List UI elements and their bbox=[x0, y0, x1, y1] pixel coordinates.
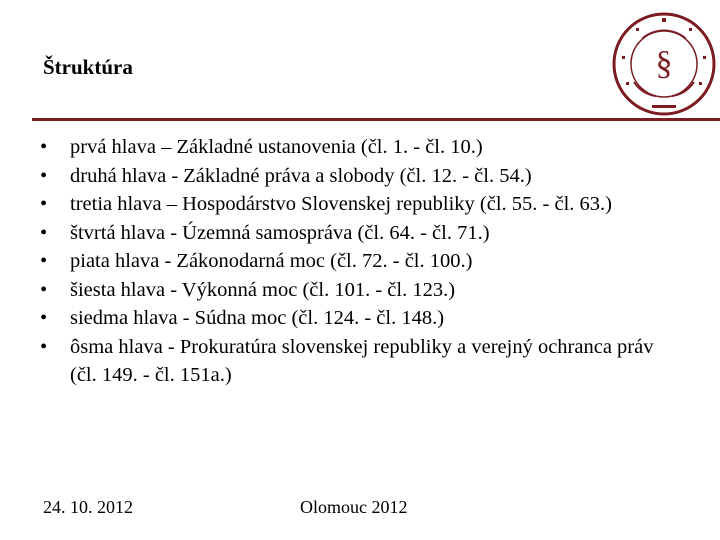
list-item-text: prvá hlava – Základné ustanovenia (čl. 1. - čl. 10.) bbox=[70, 136, 483, 158]
list-item-text: ôsma hlava - Prokuratúra slovenskej republiky a verejný ochranca práv (čl. 149. - čl. 151a.) bbox=[70, 335, 654, 386]
title-divider bbox=[32, 118, 720, 121]
bullet-icon: • bbox=[40, 164, 48, 187]
svg-text:§: § bbox=[655, 45, 673, 82]
list-item-text: piata hlava - Zákonodarná moc (čl. 72. - čl. 100.) bbox=[70, 250, 473, 272]
faculty-seal-icon bbox=[612, 12, 716, 116]
list-item bbox=[40, 133, 680, 162]
footer-place: Olomouc 2012 bbox=[300, 497, 408, 517]
slide-title: Štruktúra bbox=[43, 55, 133, 79]
list-item-text: tretia hlava – Hospodárstvo Slovenskej republiky (čl. 55. - čl. 63.) bbox=[70, 193, 612, 215]
bullet-icon: • bbox=[40, 221, 48, 244]
list-item bbox=[40, 247, 680, 276]
bullet-icon: • bbox=[40, 307, 48, 329]
list-item bbox=[40, 304, 680, 333]
bullet-icon: • bbox=[40, 335, 48, 358]
bullet-icon: • bbox=[40, 278, 48, 301]
footer-date: 24. 10. 2012 bbox=[43, 497, 133, 517]
list-item bbox=[40, 333, 680, 390]
list-item-text: siedma hlava - Súdna moc (čl. 124. - čl. 148.) bbox=[70, 307, 445, 329]
bullet-list bbox=[40, 133, 680, 390]
list-item bbox=[40, 276, 680, 305]
bullet-icon: • bbox=[40, 250, 48, 272]
list-item bbox=[40, 219, 680, 248]
bullet-icon: • bbox=[40, 136, 48, 158]
list-item-text: štvrtá hlava - Územná samospráva (čl. 64. - čl. 71.) bbox=[70, 221, 490, 244]
list-item bbox=[40, 162, 680, 191]
list-item-text: šiesta hlava - Výkonná moc (čl. 101. - čl. 123.) bbox=[70, 278, 456, 301]
bullet-icon: • bbox=[40, 193, 48, 215]
list-item-text: druhá hlava - Základné práva a slobody (čl. 12. - čl. 54.) bbox=[70, 164, 532, 187]
list-item bbox=[40, 190, 680, 219]
